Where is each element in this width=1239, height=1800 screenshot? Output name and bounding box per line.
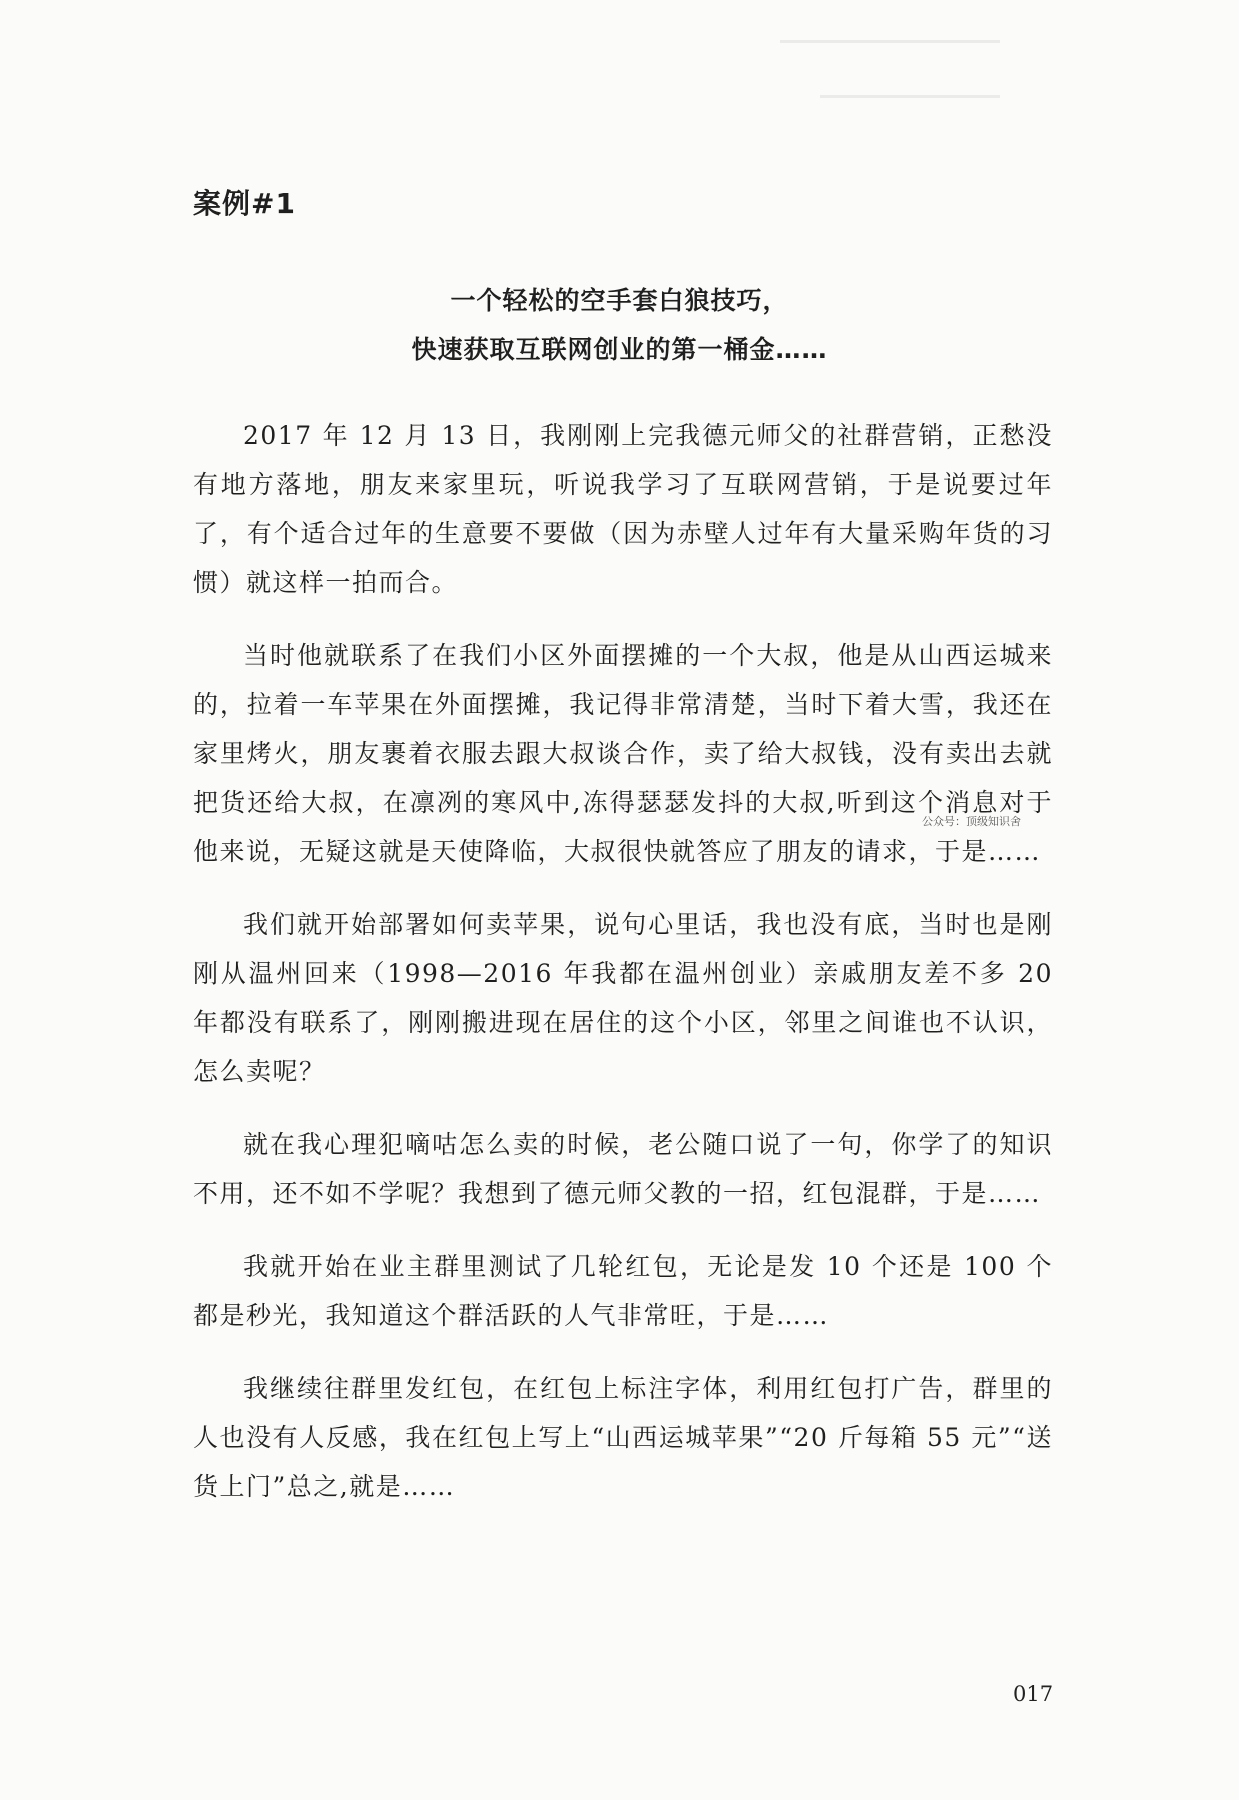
paragraph: 2017 年 12 月 13 日，我刚刚上完我德元师父的社群营销，正愁没有地方落地，朋友来家里玩，听说我学习了互联网营销，于是说要过年了，有个适合过年的生意要不要做（因为赤壁人过年有大量采购年货的习惯）就这样一拍而合。 [193, 421, 1053, 597]
paragraph: 我继续往群里发红包，在红包上标注字体，利用红包打广告，群里的人也没有人反感，我在红包上写上“山西运城苹果”“20 斤每箱 55 元”“送货上门”总之,就是…… [193, 1374, 1053, 1501]
subtitle-line-1: 一个轻松的空手套白狼技巧， [450, 286, 789, 315]
body-text [193, 411, 1053, 1535]
subtitle-line-2: 快速获取互联网创业的第一桶金…… [411, 335, 828, 364]
faint-bleedthrough [820, 95, 1000, 98]
paragraph: 我就开始在业主群里测试了几轮红包，无论是发 10 个还是 100 个都是秒光，我知道这个群活跃的人气非常旺，于是…… [193, 1252, 1053, 1330]
paragraph: 我们就开始部署如何卖苹果，说句心里话，我也没有底，当时也是刚刚从温州回来（1998—2016 年我都在温州创业）亲戚朋友差不多 20 年都没有联系了，刚刚搬进现在居住的这个小区，邻里之间谁也不认识，怎么卖呢？ [193, 910, 1053, 1086]
case-heading: 案例#1 [193, 187, 296, 220]
faint-bleedthrough [780, 40, 1000, 43]
paragraph: 当时他就联系了在我们小区外面摆摊的一个大叔，他是从山西运城来的，拉着一车苹果在外面摆摊，我记得非常清楚，当时下着大雪，我还在家里烤火，朋友裹着衣服去跟大叔谈合作，卖了给大叔钱，没有卖出去就把货还给大叔，在凛冽的寒风中,冻得瑟瑟发抖的大叔,听到这个消息对于他来说，无疑这就是天使降临，大叔很快就答应了朋友的请求，于是…… [193, 641, 1053, 866]
paragraph: 就在我心理犯嘀咕怎么卖的时候，老公随口说了一句，你学了的知识不用，还不如不学呢？我想到了德元师父教的一招，红包混群，于是…… [193, 1130, 1053, 1208]
watermark-text: 公众号：顶级知识舍 [922, 815, 1021, 828]
page-number: 017 [1013, 1682, 1054, 1706]
